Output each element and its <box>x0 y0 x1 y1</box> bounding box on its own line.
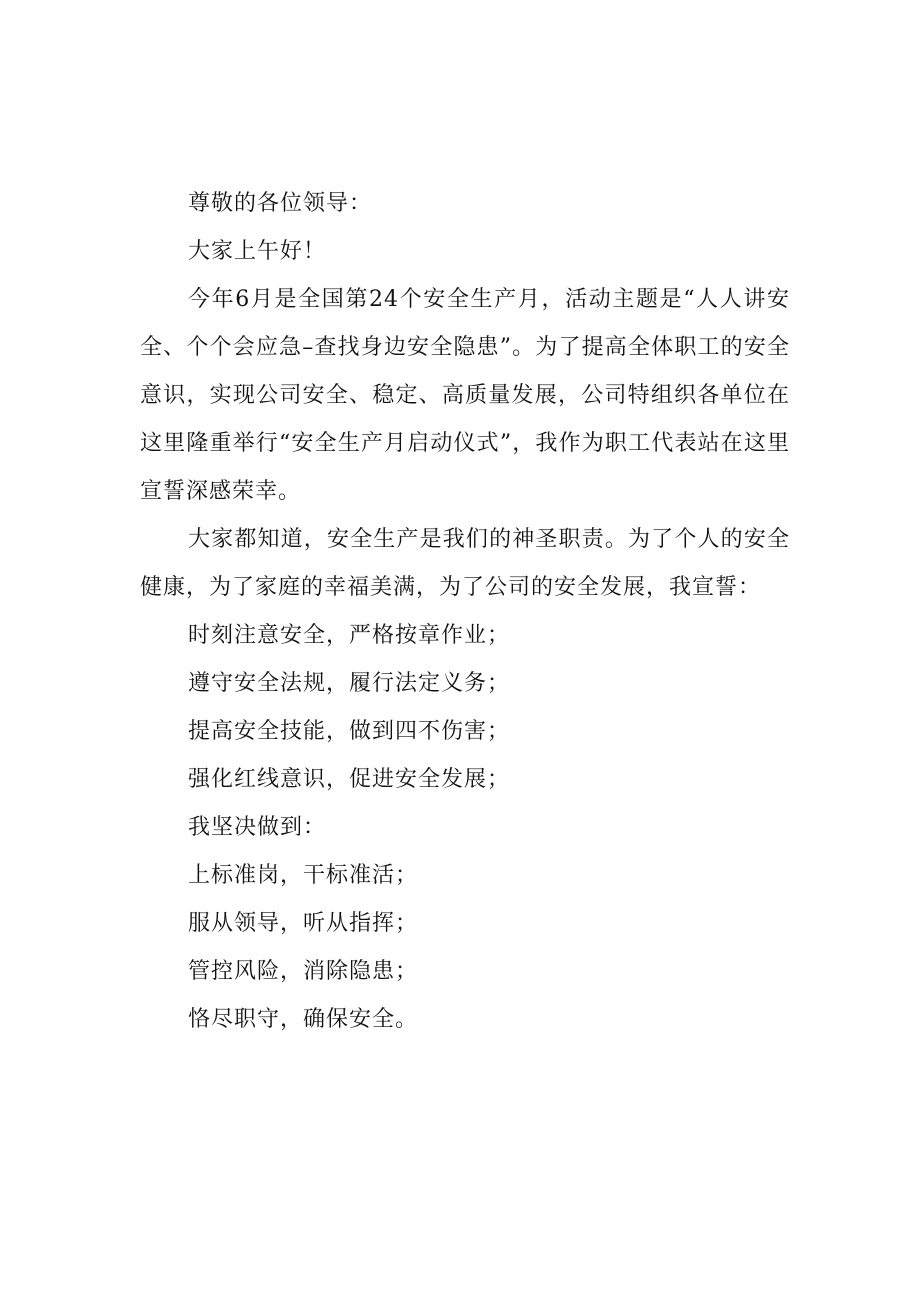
commitment-line-3: 管控风险，消除隐患； <box>188 959 419 984</box>
paragraph-oath-intro: 大家都知道，安全生产是我们的神圣职责。为了个人的安全健康，为了家庭的幸福美满，为了公司的安全发展，我宣誓： <box>140 527 790 600</box>
commitment-line-4: 恪尽职守，确保安全。 <box>188 1007 419 1032</box>
oath-line-3: 提高安全技能，做到四不伤害； <box>188 719 511 744</box>
oath-line-1: 时刻注意安全，严格按章作业； <box>188 623 511 648</box>
commitment-line-1: 上标准岗，干标准活； <box>188 863 419 888</box>
speech-body <box>140 180 790 1044</box>
commitment-intro: 我坚决做到： <box>188 815 327 840</box>
salutation: 尊敬的各位领导： <box>188 191 373 216</box>
oath-line-2: 遵守安全法规，履行法定义务； <box>188 671 511 696</box>
paragraph-intro: 今年6月是全国第24个安全生产月，活动主题是“人人讲安全、个个会应急–查找身边安全隐患”。为了提高全体职工的安全意识，实现公司安全、稳定、高质量发展，公司特组织各单位在这里隆重举行“安全生产月启动仪式”，我作为职工代表站在这里宣誓深感荣幸。 <box>140 287 790 504</box>
greeting: 大家上午好！ <box>188 239 327 264</box>
commitment-line-2: 服从领导，听从指挥； <box>188 911 419 936</box>
oath-line-4: 强化红线意识，促进安全发展； <box>188 767 511 792</box>
